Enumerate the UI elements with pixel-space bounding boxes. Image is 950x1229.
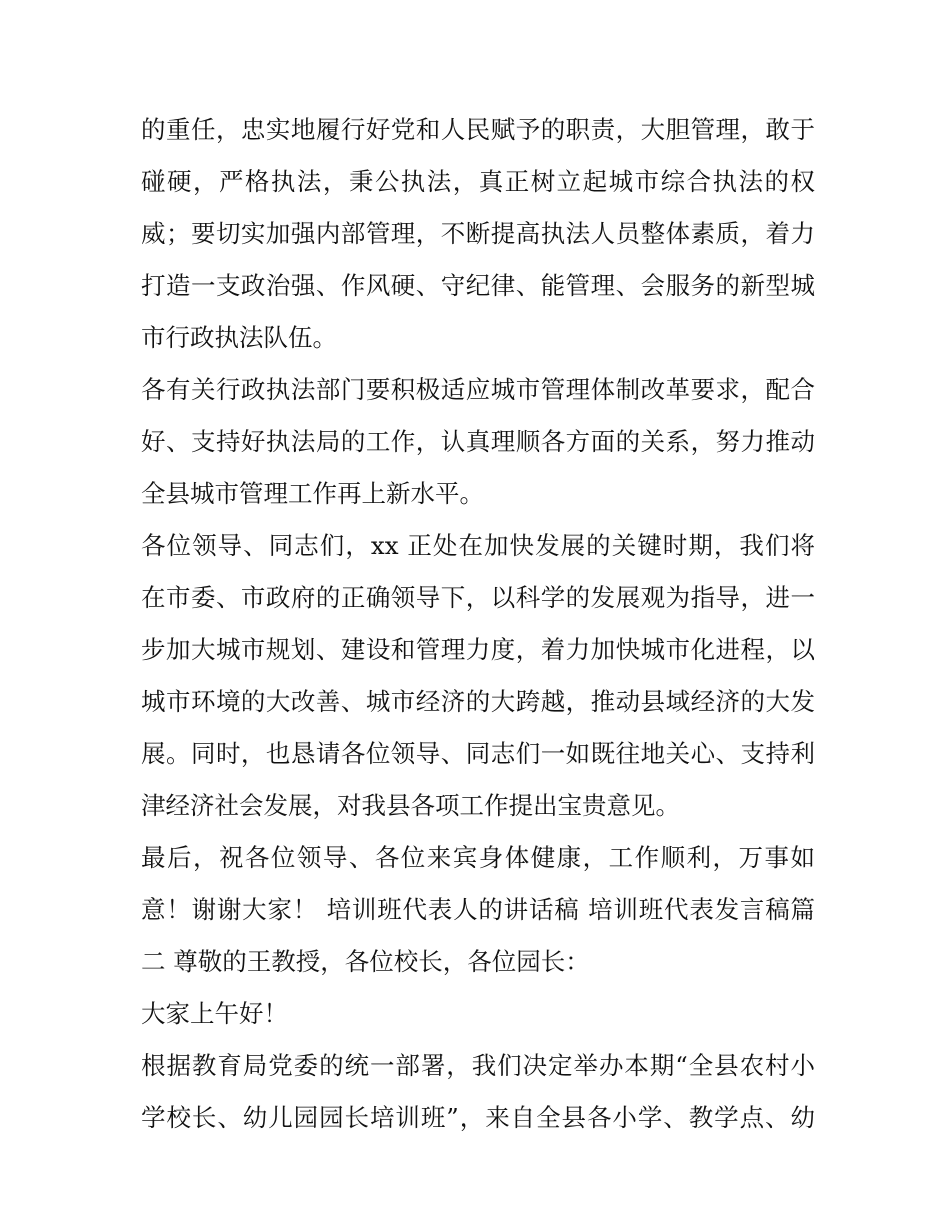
text-line: 展。同时，也恳请各位领导、同志们一如既往地关心、支持利 <box>141 739 815 768</box>
text-line: 在市委、市政府的正确领导下，以科学的发展观为指导，进一 <box>141 583 815 612</box>
text-line: 根据教育局党委的统一部署，我们决定举办本期“全县农村小 <box>141 1051 815 1080</box>
text-line: 各有关行政执法部门要积极适应城市管理体制改革要求，配合 <box>141 375 815 404</box>
text-line: 碰硬，严格执法，秉公执法，真正树立起城市综合执法的权 <box>141 167 815 196</box>
document-body <box>141 104 815 1144</box>
text-line: 二 尊敬的王教授，各位校长，各位园长： <box>141 947 590 976</box>
text-line: 打造一支政治强、作风硬、守纪律、能管理、会服务的新型城 <box>141 271 815 300</box>
text-line: 学校长、幼儿园园长培训班”，来自全县各小学、教学点、幼 <box>141 1103 815 1132</box>
text-line: 步加大城市规划、建设和管理力度，着力加快城市化进程，以 <box>141 635 815 664</box>
text-line: 大家上午好！ <box>141 999 288 1028</box>
text-line: 最后，祝各位领导、各位来宾身体健康，工作顺利，万事如 <box>141 843 815 872</box>
text-line: 城市环境的大改善、城市经济的大跨越，推动县域经济的大发 <box>141 687 815 716</box>
text-line: 各位领导、同志们，xx 正处在加快发展的关键时期，我们将 <box>141 531 815 560</box>
text-line: 津经济社会发展，对我县各项工作提出宝贵意见。 <box>141 791 680 820</box>
text-line: 市行政执法队伍。 <box>141 323 337 352</box>
text-line: 意！谢谢大家！ 培训班代表人的讲话稿 培训班代表发言稿篇 <box>141 895 815 924</box>
text-line: 全县城市管理工作再上新水平。 <box>141 479 484 508</box>
text-line: 好、支持好执法局的工作，认真理顺各方面的关系，努力推动 <box>141 427 815 456</box>
text-line: 威；要切实加强内部管理，不断提高执法人员整体素质，着力 <box>141 219 815 248</box>
text-line: 的重任，忠实地履行好党和人民赋予的职责，大胆管理，敢于 <box>141 115 815 144</box>
